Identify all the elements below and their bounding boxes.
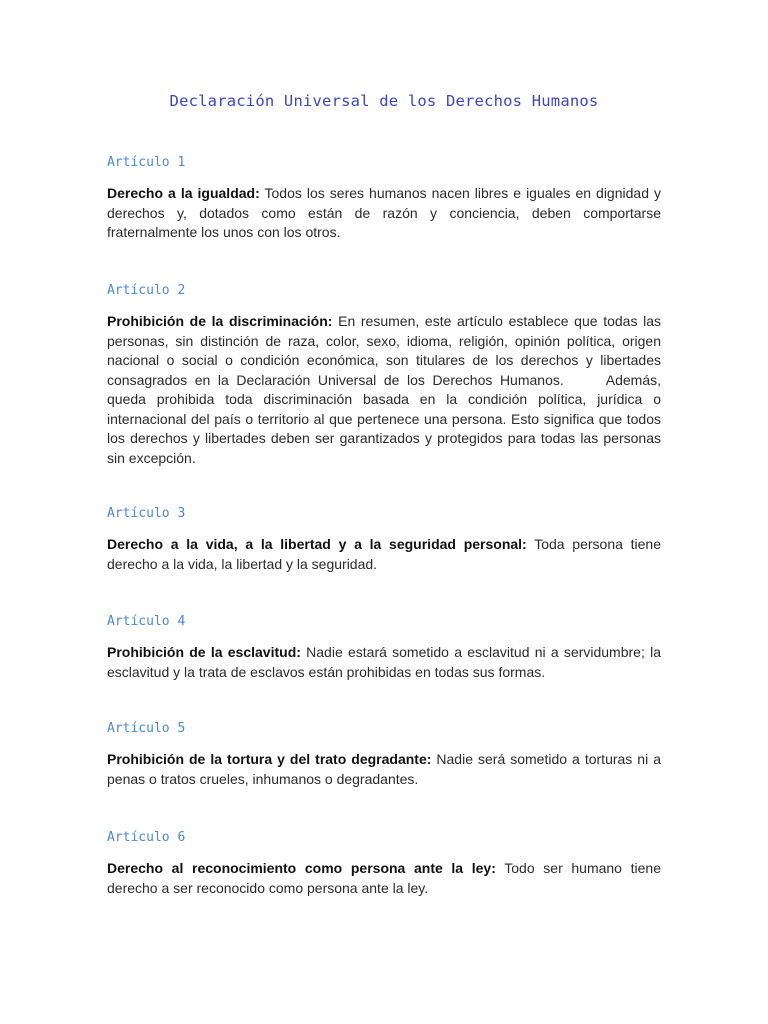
article-text-continued: Además, queda prohibida toda discriminación basada en la condición política, jurídica o internacional del país o territorio al que pertenece una persona. Esto significa que todos los derechos y libertades deben ser garantizados y protegidos para todas las personas sin excepción.	[107, 371, 661, 466]
article-lead: Prohibición de la esclavitud:	[107, 644, 301, 660]
document-title: Declaración Universal de los Derechos Humanos	[169, 92, 599, 110]
article-1	[107, 154, 661, 243]
article-body	[107, 750, 661, 789]
article-body	[107, 312, 661, 468]
article-text: Nadie será sometido a torturas ni a penas o tratos crueles, inhumanos o degradantes.	[107, 751, 661, 787]
article-heading: Artículo 5	[107, 721, 186, 736]
article-body	[107, 535, 661, 574]
article-heading: Artículo 3	[107, 506, 186, 521]
article-text: Nadie estará sometido a esclavitud ni a servidumbre; la esclavitud y la trata de esclavos están prohibidas en todas sus formas.	[107, 644, 661, 680]
article-body	[107, 643, 661, 682]
article-4	[107, 613, 661, 682]
article-text: Toda persona tiene derecho a la vida, la libertad y la seguridad.	[107, 536, 661, 572]
article-5	[107, 720, 661, 789]
article-text: En resumen, este artículo establece que todas las personas, sin distinción de raza, color, sexo, idioma, religión, opinión política, origen nacional o social o condición económica, son titulares de los derechos y libertades consagrados en la Declaración Universal de los Derechos Humanos.	[107, 313, 661, 388]
article-heading: Artículo 1	[107, 155, 186, 170]
article-body	[107, 859, 661, 898]
article-6	[107, 829, 661, 898]
article-lead: Derecho a la igualdad:	[107, 185, 260, 201]
article-lead: Derecho al reconocimiento como persona ante la ley:	[107, 860, 496, 876]
article-text: Todos los seres humanos nacen libres e iguales en dignidad y derechos y, dotados como están de razón y conciencia, deben comportarse fraternalmente los unos con los otros.	[107, 185, 661, 240]
article-text: Todo ser humano tiene derecho a ser reconocido como persona ante la ley.	[107, 860, 661, 896]
article-lead: Prohibición de la tortura y del trato degradante:	[107, 751, 432, 767]
article-lead: Derecho a la vida, a la libertad y a la seguridad personal:	[107, 536, 527, 552]
article-3	[107, 505, 661, 574]
article-2	[107, 282, 661, 468]
article-heading: Artículo 2	[107, 283, 186, 298]
article-lead: Prohibición de la discriminación:	[107, 313, 333, 329]
article-body	[107, 184, 661, 243]
article-heading: Artículo 4	[107, 614, 186, 629]
article-heading: Artículo 6	[107, 830, 186, 845]
